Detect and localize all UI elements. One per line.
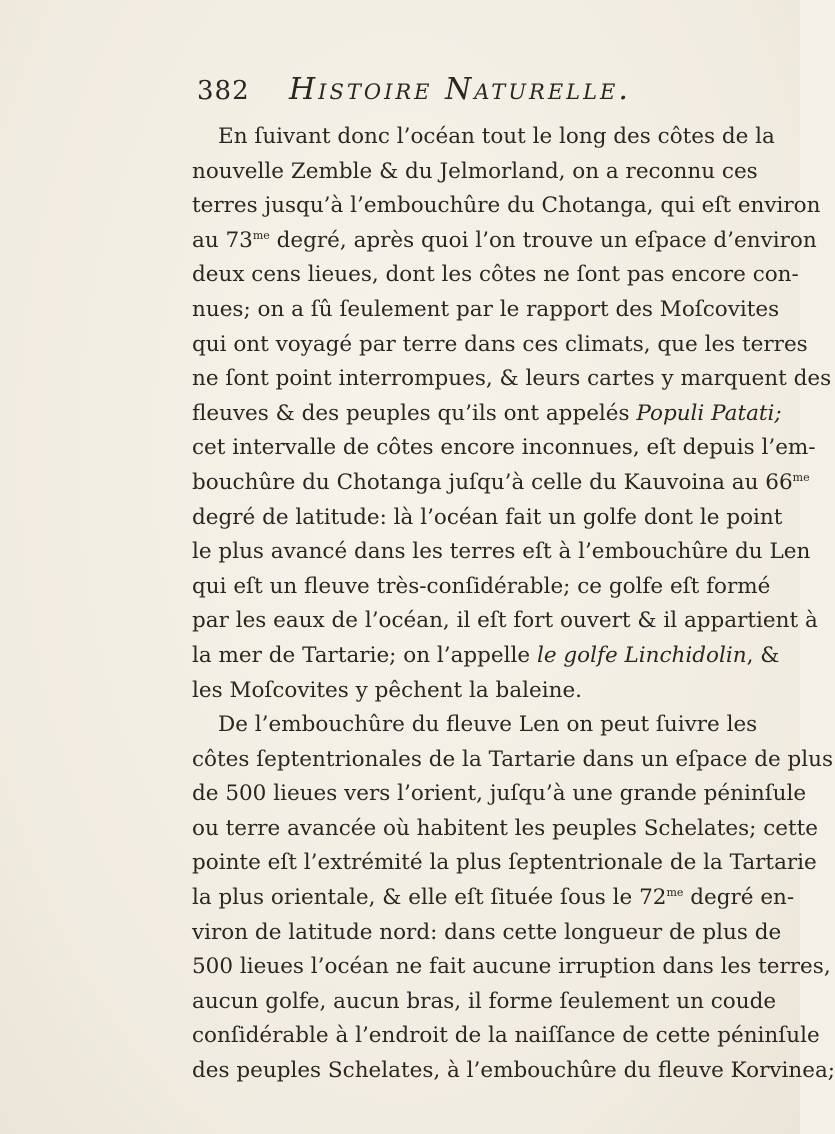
text-segment: viron de latitude nord: dans cette longueur de plus de bbox=[192, 919, 782, 945]
text-segment: degré de latitude: là l’océan fait un golfe dont le point bbox=[192, 504, 783, 530]
text-segment: par les eaux de l’océan, il eſt fort ouvert & il appartient à bbox=[192, 608, 818, 634]
text-segment: de 500 lieues vers l’orient, juſqu’à une grande péninſule bbox=[192, 781, 807, 807]
text-segment: côtes ſeptentrionales de la Tartarie dans un eſpace de plus bbox=[192, 746, 834, 772]
text-segment: ne ſont point interrompues, & leurs cartes y marquent des bbox=[192, 366, 832, 392]
text-line bbox=[192, 1019, 820, 1054]
text-segment: qui eſt un fleuve très-conſidérable; ce golfe eſt formé bbox=[192, 573, 771, 599]
text-line bbox=[192, 812, 818, 847]
ordinal-superscript: me bbox=[792, 470, 810, 484]
text-segment: qui ont voyagé par terre dans ces climats, que les terres bbox=[192, 331, 808, 357]
body-text bbox=[192, 120, 835, 1089]
text-line bbox=[192, 189, 821, 224]
text-line bbox=[192, 777, 807, 812]
text-segment: De l’embouchûre du fleuve Len on peut ſuivre les bbox=[218, 712, 758, 738]
text-line bbox=[192, 950, 831, 985]
text-line bbox=[192, 362, 832, 397]
text-line bbox=[192, 743, 834, 778]
text-line bbox=[192, 639, 780, 674]
text-segment: la mer de Tartarie; on l’appelle bbox=[192, 642, 537, 668]
ordinal-superscript: me bbox=[252, 228, 270, 242]
text-line bbox=[192, 985, 777, 1020]
text-segment: pointe eſt l’extrémité la plus ſeptentrionale de la Tartarie bbox=[192, 850, 817, 876]
text-line bbox=[192, 224, 817, 259]
text-segment: nouvelle Zemble & du Jelmorland, on a reconnu ces bbox=[192, 158, 758, 184]
text-segment: deux cens lieues, dont les côtes ne ſont pas encore con- bbox=[192, 262, 799, 288]
text-line bbox=[192, 846, 817, 881]
text-segment: ou terre avancée où habitent les peuples Schelates; cette bbox=[192, 815, 818, 841]
text-line bbox=[192, 501, 783, 536]
text-segment: bouchûre du Chotanga juſqu’à celle du Kauvoina au 66 bbox=[192, 469, 793, 495]
text-line bbox=[192, 570, 771, 605]
text-segment: , & bbox=[746, 642, 780, 668]
text-segment: le plus avancé dans les terres eſt à l’embouchûre du Len bbox=[192, 539, 811, 565]
text-segment: terres jusqu’à l’embouchûre du Chotanga, qui eſt environ bbox=[192, 193, 821, 219]
text-segment: au 73 bbox=[192, 227, 253, 253]
text-segment: conſidérable à l’endroit de la naiſſance de cette péninſule bbox=[192, 1023, 820, 1049]
page-header bbox=[197, 72, 737, 116]
text-segment: degré en- bbox=[683, 885, 795, 911]
text-line bbox=[192, 466, 810, 501]
text-segment: la plus orientale, & elle eſt ſituée ſous le 72 bbox=[192, 885, 667, 911]
text-segment: cet intervalle de côtes encore inconnues, eſt depuis l’em- bbox=[192, 435, 816, 461]
page-number: 382 bbox=[197, 76, 250, 106]
italic-phrase: Populi Patati; bbox=[636, 400, 782, 426]
text-segment: nues; on a ſû ſeulement par le rapport des Moſcovites bbox=[192, 296, 780, 322]
text-segment: fleuves & des peuples qu’ils ont appelés bbox=[192, 400, 637, 426]
text-line bbox=[192, 431, 816, 466]
text-line bbox=[192, 258, 799, 293]
italic-phrase: le golfe Linchidolin bbox=[536, 642, 747, 668]
text-segment: aucun golfe, aucun bras, il forme ſeulement un coude bbox=[192, 988, 777, 1014]
text-line bbox=[192, 328, 808, 363]
text-line bbox=[192, 397, 782, 432]
text-line bbox=[192, 674, 752, 709]
text-line bbox=[192, 535, 811, 570]
text-line bbox=[192, 293, 780, 328]
text-line bbox=[192, 604, 818, 639]
text-segment: des peuples Schelates, à l’embouchûre du fleuve Korvinea; bbox=[192, 1058, 835, 1084]
text-segment: les Moſcovites y pêchent la baleine. bbox=[192, 677, 583, 703]
running-title: Histoire Naturelle. bbox=[289, 72, 631, 107]
text-segment: 500 lieues l’océan ne fait aucune irruption dans les terres, bbox=[192, 954, 831, 980]
text-line bbox=[192, 155, 758, 190]
text-line bbox=[192, 881, 795, 916]
text-segment: degré, après quoi l’on trouve un eſpace d’environ bbox=[269, 227, 817, 253]
text-line bbox=[192, 1054, 835, 1089]
text-segment: En ſuivant donc l’océan tout le long des côtes de la bbox=[218, 124, 775, 149]
text-line bbox=[192, 916, 782, 951]
text-line bbox=[192, 708, 758, 743]
text-line bbox=[192, 120, 775, 155]
ordinal-superscript: me bbox=[666, 885, 684, 899]
